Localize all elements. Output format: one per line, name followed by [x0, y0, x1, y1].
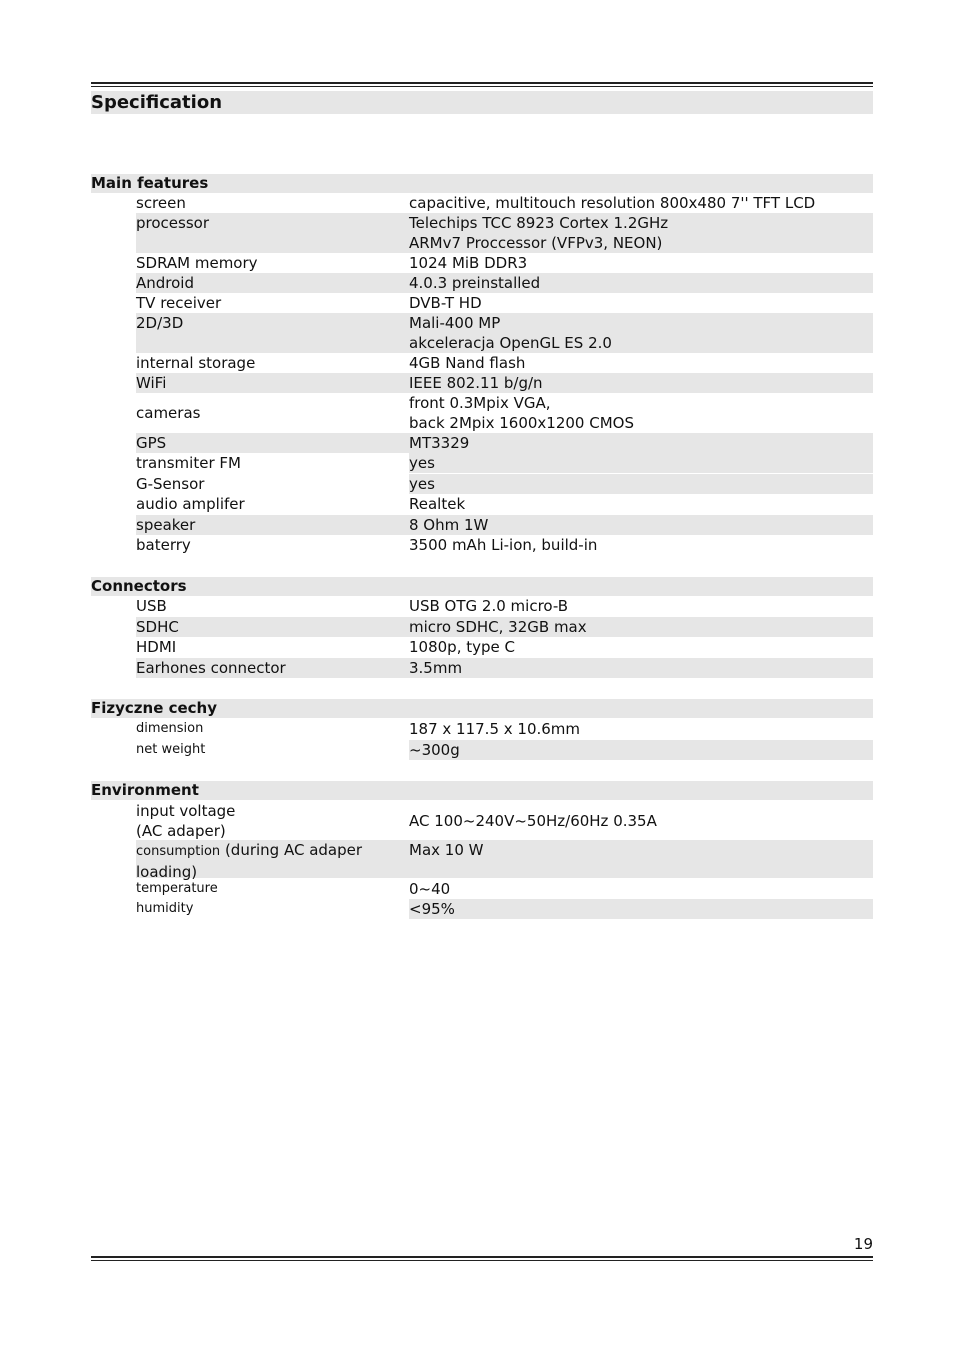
spec-value: 8 Ohm 1W [409, 515, 873, 535]
spec-value: Max 10 W [409, 840, 873, 878]
spec-row-screen [91, 193, 873, 213]
spec-row-audio [91, 494, 873, 514]
spec-row-dimension [91, 719, 873, 739]
spec-label: processor [136, 213, 409, 253]
spec-label: G-Sensor [136, 475, 205, 493]
spec-row-cameras [91, 393, 873, 433]
spec-label: SDRAM memory [136, 254, 258, 272]
spec-row-fm [91, 453, 873, 473]
bottom-rule [91, 1256, 873, 1261]
spec-value [409, 393, 873, 433]
spec-value: 187 x 117.5 x 10.6mm [409, 720, 581, 738]
spec-value: 1080p, type C [409, 638, 515, 656]
spec-label: USB [136, 597, 167, 615]
spec-value-line: akceleracja OpenGL ES 2.0 [409, 334, 612, 352]
spec-label: cameras [136, 404, 201, 422]
spec-row-storage [91, 353, 873, 373]
section-heading-environment: Environment [91, 781, 873, 800]
spec-row-gsensor [91, 474, 873, 494]
spec-value [409, 213, 873, 253]
spec-value-line: Mali-400 MP [409, 314, 501, 332]
spec-label: dimension [136, 721, 204, 736]
spec-value: yes [409, 474, 873, 494]
spec-row-processor [91, 213, 873, 253]
spec-value-line: Telechips TCC 8923 Cortex 1.2GHz [409, 214, 669, 232]
spec-value: MT3329 [409, 433, 873, 453]
section-heading-physical: Fizyczne cechy [91, 699, 873, 718]
spec-row-humidity [91, 899, 873, 919]
spec-label: net weight [136, 742, 206, 757]
spec-row-usb [91, 596, 873, 616]
spec-label: audio amplifer [136, 495, 245, 513]
spec-row-wifi [91, 373, 873, 393]
spec-value: DVB-T HD [409, 294, 482, 312]
page-number: 19 [853, 1235, 873, 1253]
page-title: Specification [91, 91, 873, 114]
spec-label-small: consumption [136, 844, 221, 859]
spec-row-gps [91, 433, 873, 453]
spec-label: temperature [136, 881, 218, 896]
spec-value: yes [409, 453, 873, 473]
spec-value: micro SDHC, 32GB max [409, 617, 873, 637]
spec-label: GPS [136, 433, 409, 453]
spec-label: Earhones connector [136, 658, 409, 678]
spec-row-android [91, 273, 873, 293]
spec-label: humidity [136, 901, 194, 916]
spec-label: transmiter FM [136, 454, 241, 472]
spec-label: baterry [136, 536, 191, 554]
spec-row-sdhc [91, 617, 873, 637]
spec-value: Realtek [409, 495, 466, 513]
section-heading-connectors: Connectors [91, 577, 873, 596]
spec-value-line: ARMv7 Proccessor (VFPv3, NEON) [409, 234, 663, 252]
spec-row-consumption [91, 840, 873, 881]
spec-label: 2D/3D [136, 313, 409, 353]
top-rule [91, 82, 873, 87]
spec-row-speaker [91, 515, 873, 535]
spec-row-battery [91, 535, 873, 555]
spec-value: USB OTG 2.0 micro-B [409, 597, 569, 615]
spec-row-tv [91, 293, 873, 313]
spec-value: 1024 MiB DDR3 [409, 254, 528, 272]
spec-label [136, 840, 409, 881]
spec-label-line [136, 840, 362, 862]
spec-label-line: loading) [136, 863, 198, 881]
spec-row-sdram [91, 253, 873, 273]
spec-value-line: back 2Mpix 1600x1200 CMOS [409, 414, 634, 432]
spec-label: internal storage [136, 354, 256, 372]
spec-label [136, 801, 409, 840]
spec-value: capacitive, multitouch resolution 800x480 7'' TFT LCD [409, 194, 816, 212]
spec-label: screen [136, 194, 186, 212]
spec-value-line: front 0.3Mpix VGA, [409, 394, 551, 412]
spec-value: 3.5mm [409, 658, 873, 678]
spec-value: 0~40 [409, 880, 451, 898]
spec-row-hdmi [91, 637, 873, 657]
spec-label-rest: (during AC adaper [220, 841, 363, 859]
spec-label: Android [136, 273, 409, 293]
spec-label: HDMI [136, 638, 177, 656]
spec-value [409, 313, 873, 353]
spec-label: TV receiver [136, 294, 222, 312]
spec-label: speaker [136, 515, 409, 535]
spec-value: 4.0.3 preinstalled [409, 273, 873, 293]
spec-value: 4GB Nand flash [409, 354, 526, 372]
spec-label-line: input voltage [136, 801, 236, 820]
spec-value: 3500 mAh Li-ion, build-in [409, 536, 598, 554]
spec-row-2d3d [91, 313, 873, 353]
section-heading-main: Main features [91, 174, 873, 193]
spec-value: AC 100~240V~50Hz/60Hz 0.35A [409, 811, 657, 830]
spec-row-weight [91, 740, 873, 760]
spec-value: IEEE 802.11 b/g/n [409, 373, 873, 393]
spec-value: <95% [409, 899, 873, 919]
spec-label: SDHC [136, 617, 409, 637]
spec-value: ~300g [409, 740, 873, 760]
spec-row-earphones [91, 658, 873, 678]
spec-row-input-voltage [91, 801, 873, 840]
spec-label: WiFi [136, 373, 409, 393]
spec-label-line: (AC adaper) [136, 821, 226, 840]
spec-row-temperature [91, 879, 873, 899]
